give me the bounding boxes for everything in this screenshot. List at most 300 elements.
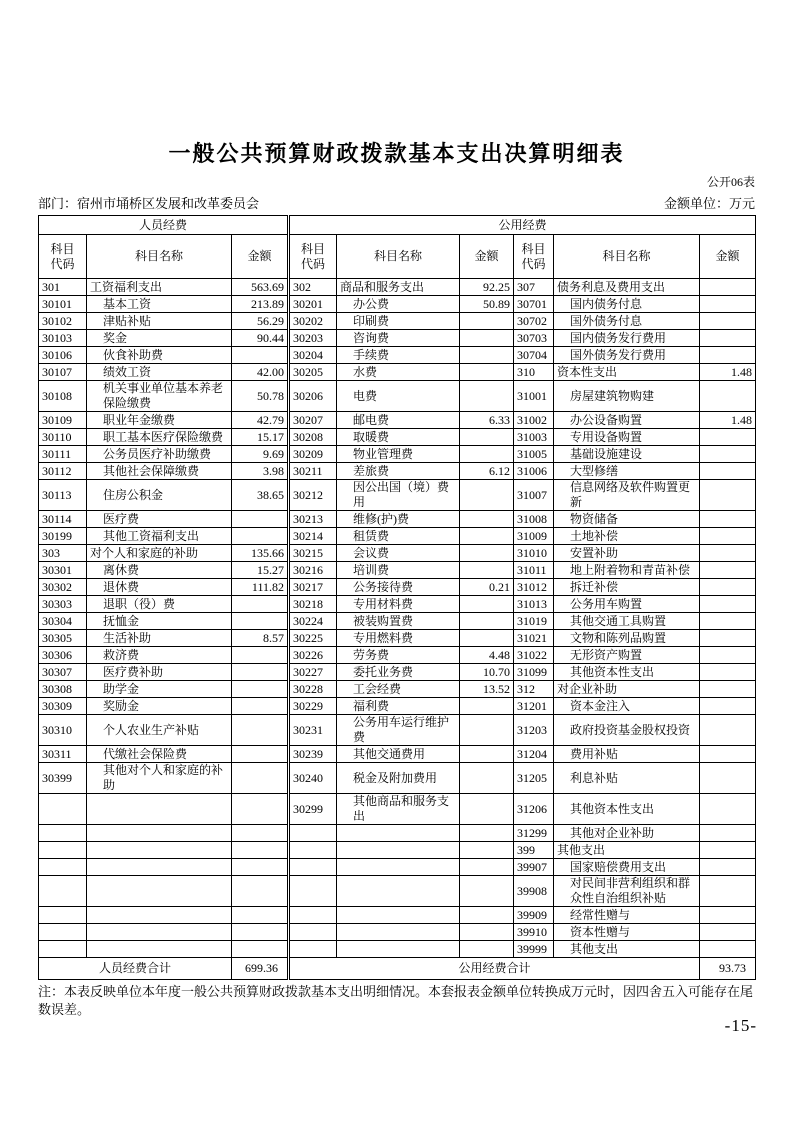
code-cell: 31206 [514,794,554,825]
amount-cell [700,630,756,647]
table-row [39,330,756,347]
code-cell: 30103 [39,330,87,347]
name-cell: 邮电费 [337,412,460,429]
code-cell [289,924,337,941]
table-row [39,681,756,698]
name-cell: 政府投资基金股权投资 [554,715,700,746]
amount-cell [700,842,756,859]
code-cell [289,907,337,924]
code-cell: 30240 [289,763,337,794]
amount-cell [232,596,289,613]
name-cell: 办公费 [337,296,460,313]
amount-cell [460,429,514,446]
code-cell: 30215 [289,545,337,562]
name-cell: 商品和服务支出 [337,279,460,296]
code-cell: 31011 [514,562,554,579]
table-row [39,715,756,746]
name-cell: 电费 [337,381,460,412]
amount-cell [232,876,289,907]
amount-cell: 10.70 [460,664,514,681]
code-cell [289,825,337,842]
code-cell: 30205 [289,364,337,381]
amount-cell [700,825,756,842]
name-cell: 公务用车购置 [554,596,700,613]
amount-cell [700,480,756,511]
amount-cell [460,763,514,794]
name-cell [337,876,460,907]
table-row [39,825,756,842]
page-title: 一般公共预算财政拨款基本支出决算明细表 [168,141,625,166]
name-cell: 其他支出 [554,941,700,958]
amount-cell: 38.65 [232,480,289,511]
table-row [39,511,756,528]
amount-cell [700,545,756,562]
name-cell: 税金及附加费用 [337,763,460,794]
name-cell [87,924,232,941]
amount-cell [700,698,756,715]
code-cell: 307 [514,279,554,296]
name-cell: 住房公积金 [87,480,232,511]
table-row [39,429,756,446]
amount-cell [232,681,289,698]
amount-cell [460,381,514,412]
name-cell: 其他资本性支出 [554,664,700,681]
code-cell: 31203 [514,715,554,746]
code-cell: 31019 [514,613,554,630]
name-cell: 印刷费 [337,313,460,330]
name-cell: 其他对企业补助 [554,825,700,842]
code-cell: 31007 [514,480,554,511]
amount-cell [232,859,289,876]
code-cell: 30199 [39,528,87,545]
name-cell: 其他社会保障缴费 [87,463,232,480]
amount-cell [700,647,756,664]
amount-cell: 15.17 [232,429,289,446]
amount-cell: 6.12 [460,463,514,480]
amount-cell [700,347,756,364]
name-cell: 基本工资 [87,296,232,313]
amount-cell [700,296,756,313]
table-row [39,664,756,681]
code-cell: 30224 [289,613,337,630]
code-cell: 30112 [39,463,87,480]
name-cell: 其他交通工具购置 [554,613,700,630]
code-cell: 31205 [514,763,554,794]
amount-cell [232,511,289,528]
amount-cell [232,924,289,941]
table-row [39,347,756,364]
name-cell: 经常性赠与 [554,907,700,924]
name-cell [87,907,232,924]
code-cell: 30239 [289,746,337,763]
table-row [39,480,756,511]
name-cell: 安置补助 [554,545,700,562]
name-cell: 文物和陈列品购置 [554,630,700,647]
code-cell: 30211 [289,463,337,480]
code-cell [39,876,87,907]
code-cell: 30111 [39,446,87,463]
amount-cell: 0.21 [460,579,514,596]
table-row [39,412,756,429]
code-cell: 30114 [39,511,87,528]
amount-cell [460,924,514,941]
amount-cell [232,842,289,859]
code-cell [289,859,337,876]
amount-cell [700,279,756,296]
code-cell: 31099 [514,664,554,681]
unit-label: 金额单位：万元 [663,196,755,211]
name-cell: 职业年金缴费 [87,412,232,429]
table-row [39,859,756,876]
amount-cell [700,511,756,528]
code-cell: 30301 [39,562,87,579]
amount-cell: 50.78 [232,381,289,412]
amount-cell [700,528,756,545]
name-cell [337,941,460,958]
code-cell: 30302 [39,579,87,596]
name-cell: 大型修缮 [554,463,700,480]
name-cell: 房屋建筑物购建 [554,381,700,412]
code-cell: 31022 [514,647,554,664]
code-cell: 39910 [514,924,554,941]
name-cell: 其他对个人和家庭的补助 [87,763,232,794]
name-cell: 对个人和家庭的补助 [87,545,232,562]
amount-cell [700,330,756,347]
form-code: 公开06表 [706,175,755,189]
amount-cell [460,364,514,381]
amount-cell: 92.25 [460,279,514,296]
name-cell: 公务员医疗补助缴费 [87,446,232,463]
name-cell: 抚恤金 [87,613,232,630]
col-header-amount-1: 金额 [232,235,289,279]
name-cell: 助学金 [87,681,232,698]
table-row [39,746,756,763]
code-cell: 31010 [514,545,554,562]
totals-row [39,958,756,980]
name-cell: 国家赔偿费用支出 [554,859,700,876]
code-cell: 399 [514,842,554,859]
table-row [39,528,756,545]
name-cell: 国内债务付息 [554,296,700,313]
name-cell: 医疗费 [87,511,232,528]
amount-cell: 6.33 [460,412,514,429]
code-cell: 31299 [514,825,554,842]
code-cell: 30101 [39,296,87,313]
col-header-amount-3: 金额 [700,235,756,279]
name-cell: 会议费 [337,545,460,562]
code-cell: 30703 [514,330,554,347]
table-row [39,579,756,596]
code-cell: 31002 [514,412,554,429]
budget-table [38,215,756,980]
name-cell [87,794,232,825]
code-cell: 30107 [39,364,87,381]
code-cell: 31005 [514,446,554,463]
col-header-code-1: 科目代码 [39,235,87,279]
code-cell: 30213 [289,511,337,528]
code-cell: 301 [39,279,87,296]
name-cell: 其他商品和服务支出 [337,794,460,825]
amount-cell [700,429,756,446]
amount-cell [232,825,289,842]
name-cell: 对民间非营利组织和群众性自治组织补贴 [554,876,700,907]
name-cell [337,924,460,941]
amount-cell [700,613,756,630]
name-cell [87,876,232,907]
amount-cell [232,664,289,681]
amount-cell [460,746,514,763]
code-cell: 30304 [39,613,87,630]
table-row [39,364,756,381]
code-cell [39,842,87,859]
code-cell: 31009 [514,528,554,545]
name-cell: 委托业务费 [337,664,460,681]
amount-cell [460,511,514,528]
col-header-code-2: 科目代码 [289,235,337,279]
code-cell: 30214 [289,528,337,545]
amount-cell [232,698,289,715]
col-header-name-3: 科目名称 [554,235,700,279]
amount-cell [460,825,514,842]
code-cell: 30109 [39,412,87,429]
name-cell: 个人农业生产补贴 [87,715,232,746]
public-total-label: 公用经费合计 [289,958,700,980]
code-cell: 30310 [39,715,87,746]
name-cell: 维修(护)费 [337,511,460,528]
meta-row [38,196,755,212]
name-cell: 奖励金 [87,698,232,715]
name-cell: 专用燃料费 [337,630,460,647]
code-cell [39,941,87,958]
code-cell: 30217 [289,579,337,596]
amount-cell: 50.89 [460,296,514,313]
name-cell: 租赁费 [337,528,460,545]
name-cell: 取暖费 [337,429,460,446]
code-cell: 30204 [289,347,337,364]
section-header-public: 公用经费 [289,216,756,235]
name-cell: 奖金 [87,330,232,347]
name-cell [87,859,232,876]
code-cell: 30113 [39,480,87,511]
code-cell: 39909 [514,907,554,924]
amount-cell [460,596,514,613]
name-cell [337,842,460,859]
amount-cell [460,630,514,647]
code-cell: 30701 [514,296,554,313]
name-cell: 国外债务发行费用 [554,347,700,364]
amount-cell: 42.79 [232,412,289,429]
code-cell: 30201 [289,296,337,313]
name-cell: 救济费 [87,647,232,664]
code-cell: 39999 [514,941,554,958]
code-cell: 31012 [514,579,554,596]
amount-cell [700,907,756,924]
name-cell: 办公设备购置 [554,412,700,429]
code-cell: 30308 [39,681,87,698]
table-row [39,313,756,330]
table-row [39,562,756,579]
name-cell: 物业管理费 [337,446,460,463]
name-cell: 医疗费补助 [87,664,232,681]
name-cell: 其他支出 [554,842,700,859]
table-row [39,794,756,825]
amount-cell: 8.57 [232,630,289,647]
table-row [39,876,756,907]
amount-cell [700,596,756,613]
name-cell: 资本性支出 [554,364,700,381]
name-cell: 地上附着物和青苗补偿 [554,562,700,579]
code-cell: 30305 [39,630,87,647]
code-cell: 30209 [289,446,337,463]
table-row [39,842,756,859]
amount-cell [700,579,756,596]
amount-cell [232,763,289,794]
name-cell: 对企业补助 [554,681,700,698]
code-cell: 30202 [289,313,337,330]
budget-table-body [39,279,756,958]
section-header-personnel: 人员经费 [39,216,289,235]
footnote: 注：本表反映单位本年度一般公共预算财政拨款基本支出明细情况。本套报表金额单位转换成万元时，因四舍五入可能存在尾数误差。 [38,984,754,1017]
amount-cell [460,480,514,511]
code-cell [289,842,337,859]
name-cell: 生活补助 [87,630,232,647]
name-cell: 培训费 [337,562,460,579]
amount-cell [700,876,756,907]
amount-cell [460,907,514,924]
name-cell: 其他交通费用 [337,746,460,763]
amount-cell [700,664,756,681]
table-row [39,647,756,664]
table-row [39,296,756,313]
code-cell: 30303 [39,596,87,613]
code-cell: 30216 [289,562,337,579]
name-cell: 手续费 [337,347,460,364]
code-cell: 31008 [514,511,554,528]
amount-cell [460,842,514,859]
table-row [39,630,756,647]
table-row [39,941,756,958]
code-cell: 30229 [289,698,337,715]
code-cell [39,859,87,876]
name-cell: 福利费 [337,698,460,715]
code-cell [39,924,87,941]
code-cell: 31013 [514,596,554,613]
table-row [39,698,756,715]
table-row [39,463,756,480]
name-cell: 工会经费 [337,681,460,698]
code-cell: 30309 [39,698,87,715]
amount-cell: 213.89 [232,296,289,313]
name-cell: 信息网络及软件购置更新 [554,480,700,511]
table-row [39,279,756,296]
name-cell: 债务利息及费用支出 [554,279,700,296]
amount-cell: 56.29 [232,313,289,330]
table-row [39,446,756,463]
name-cell: 机关事业单位基本养老保险缴费 [87,381,232,412]
name-cell: 利息补贴 [554,763,700,794]
name-cell: 代缴社会保险费 [87,746,232,763]
code-cell: 31201 [514,698,554,715]
amount-cell [232,528,289,545]
table-row [39,381,756,412]
code-cell: 39908 [514,876,554,907]
name-cell: 土地补偿 [554,528,700,545]
amount-cell: 42.00 [232,364,289,381]
code-cell: 310 [514,364,554,381]
code-cell: 30212 [289,480,337,511]
amount-cell [700,941,756,958]
name-cell [87,842,232,859]
amount-cell: 15.27 [232,562,289,579]
code-cell: 30307 [39,664,87,681]
code-cell: 39907 [514,859,554,876]
name-cell: 公务接待费 [337,579,460,596]
amount-cell [700,463,756,480]
name-cell [337,825,460,842]
department-label: 部门：宿州市埇桥区发展和改革委员会 [38,196,260,211]
name-cell: 其他资本性支出 [554,794,700,825]
amount-cell [232,794,289,825]
col-header-name-2: 科目名称 [337,235,460,279]
code-cell [289,876,337,907]
table-row [39,907,756,924]
amount-cell [232,347,289,364]
section-header-row [39,216,756,235]
amount-cell [460,941,514,958]
name-cell: 专用材料费 [337,596,460,613]
amount-cell: 111.82 [232,579,289,596]
code-cell [39,794,87,825]
col-header-amount-2: 金额 [460,235,514,279]
name-cell: 基础设施建设 [554,446,700,463]
code-cell: 30203 [289,330,337,347]
code-cell: 30231 [289,715,337,746]
name-cell: 差旅费 [337,463,460,480]
amount-cell: 1.48 [700,412,756,429]
amount-cell [460,347,514,364]
name-cell [337,907,460,924]
amount-cell [700,681,756,698]
name-cell: 退职（役）费 [87,596,232,613]
name-cell: 离休费 [87,562,232,579]
name-cell: 费用补贴 [554,746,700,763]
amount-cell [700,794,756,825]
name-cell: 绩效工资 [87,364,232,381]
public-total-amount: 93.73 [700,958,756,980]
amount-cell [460,715,514,746]
table-row [39,596,756,613]
code-cell: 30228 [289,681,337,698]
code-cell: 30306 [39,647,87,664]
code-cell: 30110 [39,429,87,446]
code-cell: 30106 [39,347,87,364]
amount-cell [460,698,514,715]
column-header-row [39,235,756,279]
amount-cell [700,562,756,579]
amount-cell: 9.69 [232,446,289,463]
name-cell: 因公出国（境）费用 [337,480,460,511]
amount-cell [460,613,514,630]
code-cell: 30311 [39,746,87,763]
code-cell: 30206 [289,381,337,412]
amount-cell [232,715,289,746]
amount-cell: 563.69 [232,279,289,296]
amount-cell [232,907,289,924]
personnel-total-label: 人员经费合计 [39,958,232,980]
code-cell [289,941,337,958]
name-cell: 公务用车运行维护费 [337,715,460,746]
name-cell [337,859,460,876]
